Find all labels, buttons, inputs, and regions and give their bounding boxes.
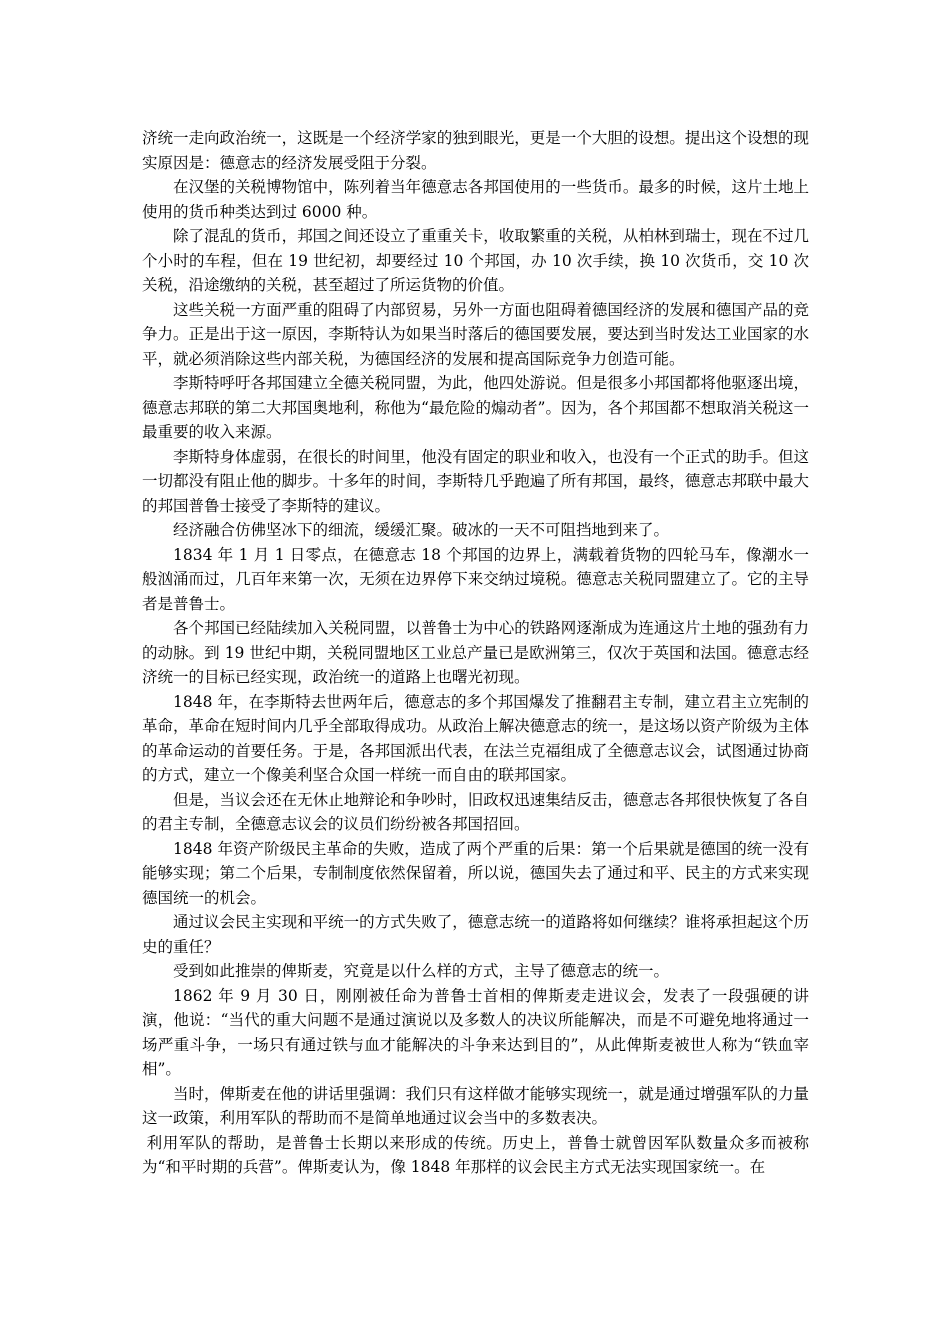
paragraph-2: 在汉堡的关税博物馆中，陈列着当年德意志各邦国使用的一些货币。最多的时候，这片土地上使用的货币种类达到过 6000 种。	[142, 178, 809, 221]
paragraph-10: 1848 年，在李斯特去世两年后，德意志的多个邦国爆发了推翻君主专制，建立君主立宪制的革命，革命在短时间内几乎全部取得成功。从政治上解决德意志的统一，是这场以资产阶级为主体的革命运动的首要任务。于是，各邦国派出代表，在法兰克福组成了全德意志议会，试图通过协商的方式，建立一个像美利坚合众国一样统一而自由的联邦国家。	[142, 692, 809, 784]
paragraph-16: 当时，俾斯麦在他的讲话里强调：我们只有这样做才能够实现统一，就是通过增强军队的力量这一政策，利用军队的帮助而不是简单地通过议会当中的多数表决。	[142, 1084, 809, 1127]
paragraph-3: 除了混乱的货币，邦国之间还设立了重重关卡，收取繁重的关税，从柏林到瑞士，现在不过几个小时的车程，但在 19 世纪初，却要经过 10 个邦国，办 10 次手续，换 10 次货币，交 10 次关税，沿途缴纳的关税，甚至超过了所运货物的价值。	[142, 227, 809, 294]
document-body	[142, 126, 809, 1180]
paragraph-14: 受到如此推崇的俾斯麦，究竟是以什么样的方式，主导了德意志的统一。	[173, 962, 670, 980]
paragraph-9: 各个邦国已经陆续加入关税同盟，以普鲁士为中心的铁路网逐渐成为连通这片土地的强劲有力的动脉。到 19 世纪中期，关税同盟地区工业总产量已是欧洲第三，仅次于英国和法国。德意志经济统一的目标已经实现，政治统一的道路上也曙光初现。	[142, 619, 809, 686]
paragraph-1: 济统一走向政治统一，这既是一个经济学家的独到眼光，更是一个大胆的设想。提出这个设想的现实原因是：德意志的经济发展受阻于分裂。	[142, 129, 809, 172]
paragraph-11: 但是，当议会还在无休止地辩论和争吵时，旧政权迅速集结反击，德意志各邦很快恢复了各自的君主专制，全德意志议会的议员们纷纷被各邦国招回。	[142, 790, 809, 833]
paragraph-12: 1848 年资产阶级民主革命的失败，造成了两个严重的后果：第一个后果就是德国的统一没有能够实现；第二个后果，专制制度依然保留着，所以说，德国失去了通过和平、民主的方式来实现德国统一的机会。	[142, 839, 809, 907]
paragraph-7: 经济融合仿佛坚冰下的细流，缓缓汇聚。破冰的一天不可阻挡地到来了。	[173, 521, 670, 539]
paragraph-15: 1862 年 9 月 30 日，刚刚被任命为普鲁士首相的俾斯麦走进议会，发表了一段强硬的讲演，他说：“当代的重大问题不是通过演说以及多数人的决议所能解决，而是不可避免地将通过一场严重斗争，一场只有通过铁与血才能解决的斗争来达到目的”，从此俾斯麦被世人称为“铁血宰相”。	[142, 986, 809, 1078]
paragraph-5: 李斯特呼吁各邦国建立全德关税同盟，为此，他四处游说。但是很多小邦国都将他驱逐出境，德意志邦联的第二大邦国奥地利，称他为“最危险的煽动者”。因为，各个邦国都不想取消关税这一最重要的收入来源。	[142, 374, 809, 441]
paragraph-17: 利用军队的帮助，是普鲁士长期以来形成的传统。历史上，普鲁士就曾因军队数量众多而被称为“和平时期的兵营”。俾斯麦认为，像 1848 年那样的议会民主方式无法实现国家统一。在	[142, 1133, 809, 1176]
paragraph-4: 这些关税一方面严重的阻碍了内部贸易，另外一方面也阻碍着德国经济的发展和德国产品的竞争力。正是出于这一原因，李斯特认为如果当时落后的德国要发展，要达到当时发达工业国家的水平，就必须消除这些内部关税，为德国经济的发展和提高国际竞争力创造可能。	[142, 300, 809, 368]
paragraph-8: 1834 年 1 月 1 日零点，在德意志 18 个邦国的边界上，满载着货物的四轮马车，像潮水一般汹涌而过，几百年来第一次，无须在边界停下来交纳过境税。德意志关税同盟建立了。它的主导者是普鲁士。	[142, 545, 809, 613]
paragraph-6: 李斯特身体虚弱，在很长的时间里，他没有固定的职业和收入，也没有一个正式的助手。但这一切都没有阻止他的脚步。十多年的时间，李斯特几乎跑遍了所有邦国，最终，德意志邦联中最大的邦国普鲁士接受了李斯特的建议。	[142, 447, 809, 515]
paragraph-13: 通过议会民主实现和平统一的方式失败了，德意志统一的道路将如何继续？谁将承担起这个历史的重任？	[142, 913, 809, 956]
